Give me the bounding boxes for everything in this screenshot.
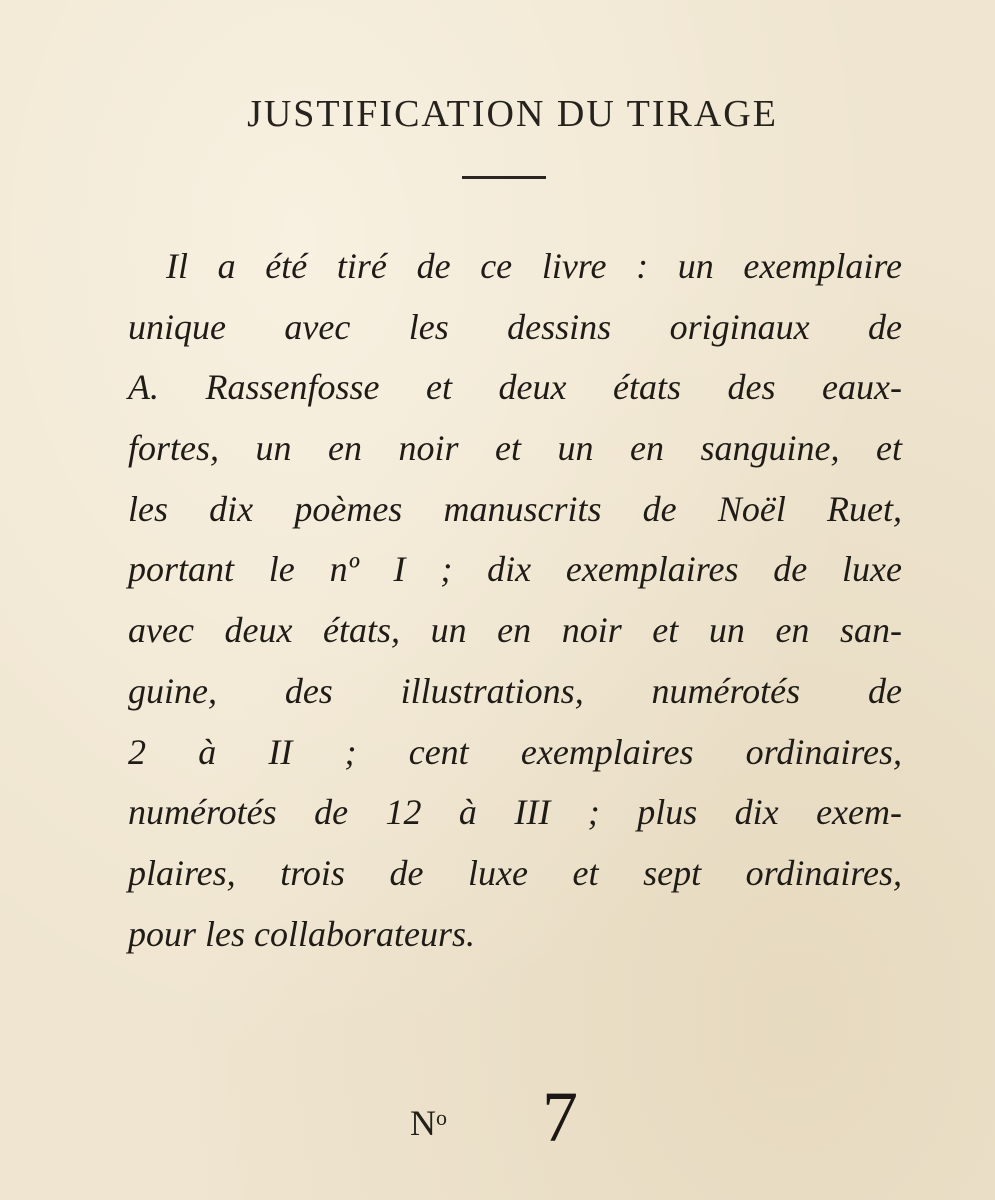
copy-number	[0, 1077, 995, 1160]
paragraph-line: avec deux états, un en noir et un en san-	[128, 610, 902, 651]
paragraph-line: numérotés de 12 à III ; plus dix exem-	[128, 792, 902, 833]
title-rule	[462, 176, 546, 179]
paragraph-line: unique avec les dessins originaux de	[128, 306, 902, 347]
paragraph-line: 2 à II ; cent exemplaires ordinaires,	[128, 731, 902, 772]
paragraph-line: A. Rassenfosse et deux états des eaux-	[128, 367, 902, 408]
paragraph-line: pour les collaborateurs.	[128, 913, 475, 954]
justification-paragraph	[128, 240, 902, 968]
paragraph-line: plaires, trois de luxe et sept ordinaires,	[128, 852, 902, 893]
page-title: JUSTIFICATION DU TIRAGE	[247, 93, 778, 135]
copy-number-label	[410, 1102, 447, 1144]
copy-number-value: 7	[542, 1077, 578, 1157]
paragraph-line: guine, des illustrations, numérotés de	[128, 670, 902, 711]
paragraph-line: les dix poèmes manuscrits de Noël Ruet,	[128, 488, 902, 529]
paragraph-line: fortes, un en noir et un en sanguine, et	[128, 428, 902, 469]
copy-number-label-n: N	[410, 1103, 436, 1143]
copy-number-label-sup: o	[436, 1105, 447, 1130]
paragraph-line: Il a été tiré de ce livre : un exemplaire	[166, 246, 902, 286]
paragraph-line: portant le nº I ; dix exemplaires de luxe	[128, 549, 902, 590]
